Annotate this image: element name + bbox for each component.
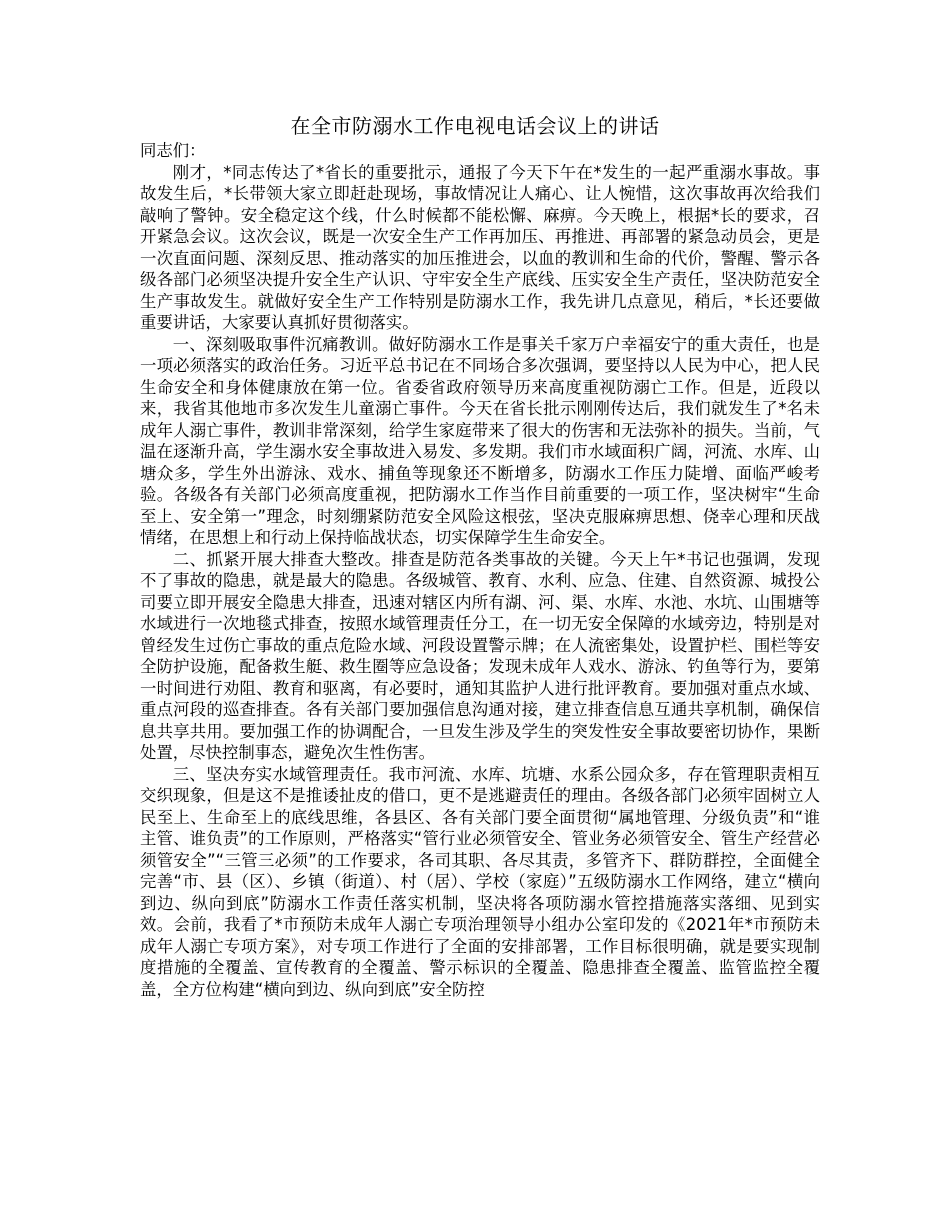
- paragraph-section-1: 一、深刻吸取事件沉痛教训。做好防溺水工作是事关千家万户幸福安宁的重大责任，也是一项必须落实的政治任务。习近平总书记在不同场合多次强调，要坚持以人民为中心，把人民生命安全和身体健康放在第一位。省委省政府领导历来高度重视防溺亡工作。但是，近段以来，我省其他地市多次发生儿童溺亡事件。今天在省长批示刚刚传达后，我们就发生了*名未成年人溺亡事件，教训非常深刻，给学生家庭带来了很大的伤害和无法弥补的损失。当前，气温在逐渐升高，学生溺水安全事故进入易发、多发期。我们市水域面积广阔，河流、水库、山塘众多，学生外出游泳、戏水、捕鱼等现象还不断增多，防溺水工作压力陡增、面临严峻考验。各级各有关部门必须高度重视，把防溺水工作当作目前重要的一项工作，坚决树牢“生命至上、安全第一”理念，时刻绷紧防范安全风险这根弦，坚决克服麻痹思想、侥幸心理和厌战情绪，在思想上和行动上保持临战状态，切实保障学生生命安全。: [140, 334, 820, 547]
- paragraph-section-3: 三、坚决夯实水域管理责任。我市河流、水库、坑塘、水系公园众多，存在管理职责相互交织现象，但是这不是推诿扯皮的借口，更不是逃避责任的理由。各级各部门必须牢固树立人民至上、生命至上的底线思维，各县区、各有关部门要全面贯彻“属地管理、分级负责”和“谁主管、谁负责”的工作原则，严格落实“管行业必须管安全、管业务必须管安全、管生产经营必须管安全”“三管三必须”的工作要求，各司其职、各尽其责，多管齐下、群防群控，全面健全完善“市、县（区）、乡镇（街道）、村（居）、学校（家庭）”五级防溺水工作网络，建立“横向到边、纵向到底”防溺水工作责任落实机制，坚决将各项防溺水管控措施落实落细、见到实效。会前，我看了*市预防未成年人溺亡专项治理领导小组办公室印发的《2021年*市预防未成年人溺亡专项方案》，对专项工作进行了全面的安排部署，工作目标很明确，就是要实现制度措施的全覆盖、宣传教育的全覆盖、警示标识的全覆盖、隐患排查全覆盖、监管监控全覆盖，全方位构建“横向到边、纵向到底”安全防控: [140, 764, 820, 999]
- paragraph-section-2: 二、抓紧开展大排查大整改。排查是防范各类事故的关键。今天上午*书记也强调，发现不了事故的隐患，就是最大的隐患。各级城管、教育、水利、应急、住建、自然资源、城投公司要立即开展安全隐患大排查，迅速对辖区内所有湖、河、渠、水库、水池、水坑、山围塘等水域进行一次地毯式排查，按照水域管理责任分工，在一切无安全保障的水域旁边，特别是对曾经发生过伤亡事故的重点危险水域、河段设置警示牌；在人流密集处，设置护栏、围栏等安全防护设施，配备救生艇、救生圈等应急设备；发现未成年人戏水、游泳、钓鱼等行为，要第一时间进行劝阻、教育和驱离，有必要时，通知其监护人进行批评教育。要加强对重点水域、重点河段的巡查排查。各有关部门要加强信息沟通对接，建立排查信息互通共享机制，确保信息共享共用。要加强工作的协调配合，一旦发生涉及学生的突发性安全事故要密切协作，果断处置，尽快控制事态，避免次生性伤害。: [140, 549, 820, 762]
- document-body: [140, 140, 820, 1000]
- salutation: 同志们：: [140, 141, 206, 160]
- paragraph-intro: 刚才，*同志传达了*省长的重要批示，通报了今天下午在*发生的一起严重溺水事故。事故发生后，*长带领大家立即赶赴现场，事故情况让人痛心、让人惋惜，这次事故再次给我们敲响了警钟。安全稳定这个线，什么时候都不能松懈、麻痹。今天晚上，根据*长的要求，召开紧急会议。这次会议，既是一次安全生产工作再加压、再推进、再部署的紧急动员会，更是一次直面问题、深刻反思、推动落实的加压推进会，以血的教训和生命的代价，警醒、警示各级各部门必须坚决提升安全生产认识、守牢安全生产底线、压实安全生产责任，坚决防范安全生产事故发生。就做好安全生产工作特别是防溺水工作，我先讲几点意见，稍后，*长还要做重要讲话，大家要认真抓好贯彻落实。: [140, 162, 820, 332]
- document-title: 在全市防溺水工作电视电话会议上的讲话: [290, 114, 660, 138]
